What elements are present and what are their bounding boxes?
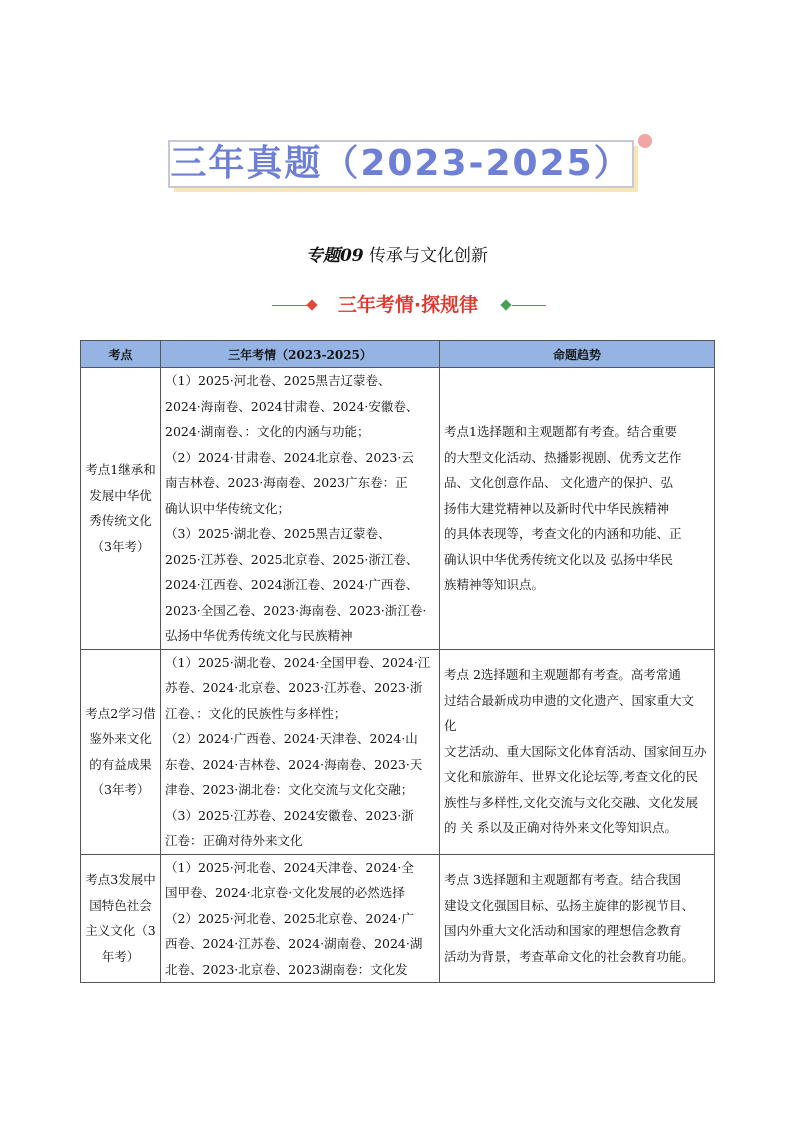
trend-line: 的大型文化活动、热播影视剧、优秀文艺作 (444, 449, 682, 465)
trend-line: 族精神等知识点。 (444, 577, 545, 592)
trend-line: 文化和旅游年、世界文化论坛等,考查文化的民 (444, 769, 698, 785)
trend-line: 扬伟大建党精神以及新时代中华民族精神 (444, 500, 670, 516)
section-line-left (272, 305, 310, 306)
exam-analysis-table (80, 340, 715, 983)
years-line: 2023·全国乙卷、2023·海南卷、2023·浙江卷· (165, 602, 427, 618)
header-kaodian: 考点 (81, 341, 161, 368)
trend-line: 的具体表现等，考查文化的内涵和功能、正 (444, 526, 682, 541)
years-line: 2024·江西卷、2024浙江卷、2024·广西卷、 (165, 577, 419, 592)
trend-line: 化 (444, 718, 457, 734)
years-line: 国甲卷、2024·北京卷·文化发展的必然选择 (165, 885, 405, 900)
table-header-row (81, 341, 715, 368)
trend-line: 建设文化强国目标、弘扬主旋律的影视节目、 (444, 897, 695, 913)
header-trend: 命题趋势 (440, 341, 715, 368)
banner-dot-decoration (638, 134, 652, 148)
trend-line: 的 关 系以及正确对待外来文化等知识点。 (444, 820, 677, 836)
subject-heading (0, 241, 794, 266)
section-diamond-right (500, 299, 511, 310)
years-line: （2）2024·甘肃卷、2024北京卷、2023·云 (165, 449, 414, 465)
trend-line: 过结合最新成功申遗的文化遗产、国家重大文 (444, 692, 695, 708)
subject-label: 专题09 (305, 246, 364, 266)
header-years: 三年考情（2023-2025） (161, 341, 440, 368)
trend-line: 考点 3选择题和主观题都有考查。结合我国 (444, 872, 681, 888)
years-line: 2024·海南卷、2024甘肃卷、2024·安徽卷、 (165, 398, 419, 414)
years-line: 2025·江苏卷、2025北京卷、2025·浙江卷、 (165, 551, 419, 567)
title-banner (168, 140, 640, 191)
trend-line: 考点1选择题和主观题都有考查。结合重要 (444, 424, 677, 439)
table-row (81, 854, 715, 983)
years-line: 2024·湖南卷、：文化的内涵与功能； (165, 424, 370, 439)
kaodian-cell: 考点3发展中国特色社会主义文化（3年考） (81, 854, 161, 983)
section-title: 三年考情·探规律 (337, 294, 479, 316)
years-line: 北卷、2023·北京卷、2023湖南卷：文化发 (165, 961, 408, 977)
section-line-right (512, 305, 546, 306)
years-line: 江卷、：文化的民族性与多样性； (165, 705, 347, 721)
years-line: （1）2025·河北卷、2024天津卷、2024·全 (165, 859, 414, 875)
banner-title: 三年真题（2023-2025） (170, 143, 632, 184)
years-cell (161, 854, 440, 983)
trend-line: 国内外重大文化活动和国家的理想信念教育 (444, 923, 682, 939)
table-row (81, 649, 715, 854)
trend-line: 族性与多样性,文化交流与文化交融、文化发展 (444, 794, 698, 810)
years-cell (161, 649, 440, 854)
trend-cell (440, 854, 715, 983)
trend-line: 确认识中华优秀传统文化以及 弘扬中华民 (444, 551, 673, 567)
years-line: 苏卷、2024·北京卷、2023·江苏卷、2023·浙 (165, 680, 423, 695)
trend-line: 品、文化创意作品、 文化遗产的保护、弘 (444, 475, 673, 490)
trend-line: 文艺活动、重大国际文化体育活动、国家间互办 (444, 743, 707, 759)
section-diamond-left (306, 299, 317, 310)
years-cell (161, 368, 440, 650)
years-line: （3）2025·湖北卷、2025黑吉辽蒙卷、 (165, 526, 391, 541)
section-heading (0, 290, 794, 320)
years-line: 南吉林卷、2023·海南卷、2023广东卷：正 (165, 475, 408, 490)
years-line: 确认识中华传统文化； (165, 500, 291, 516)
trend-cell (440, 368, 715, 650)
subject-title: 传承与文化创新 (369, 246, 489, 266)
trend-line: 考点 2选择题和主观题都有考查。高考常通 (444, 667, 681, 683)
trend-line: 活动为背景，考查革命文化的社会教育功能。 (444, 948, 695, 964)
kaodian-cell: 考点2学习借鉴外来文化的有益成果（3年考） (81, 649, 161, 854)
years-line: 江卷：正确对待外来文化 (165, 833, 303, 848)
kaodian-cell: 考点1继承和发展中华优秀传统文化（3年考） (81, 368, 161, 650)
years-line: 弘扬中华优秀传统文化与民族精神 (165, 628, 353, 643)
years-line: （1）2025·河北卷、2025黑吉辽蒙卷、 (165, 373, 391, 388)
years-line: 东卷、2024·吉林卷、2024·海南卷、2023·天 (165, 756, 423, 772)
trend-cell (440, 649, 715, 854)
years-line: 津卷、2023·湖北卷：文化交流与文化交融； (165, 782, 414, 797)
years-line: （2）2025·河北卷、2025北京卷、2024·广 (165, 910, 414, 926)
years-line: 西卷、2024·江苏卷、2024·湖南卷、2024·湖 (165, 936, 423, 951)
years-line: （2）2024·广西卷、2024·天津卷、2024·山 (165, 731, 418, 746)
years-line: （1）2025·湖北卷、2024·全国甲卷、2024·江 (165, 654, 431, 670)
table-row (81, 368, 715, 650)
years-line: （3）2025·江苏卷、2024安徽卷、2023·浙 (165, 807, 414, 823)
